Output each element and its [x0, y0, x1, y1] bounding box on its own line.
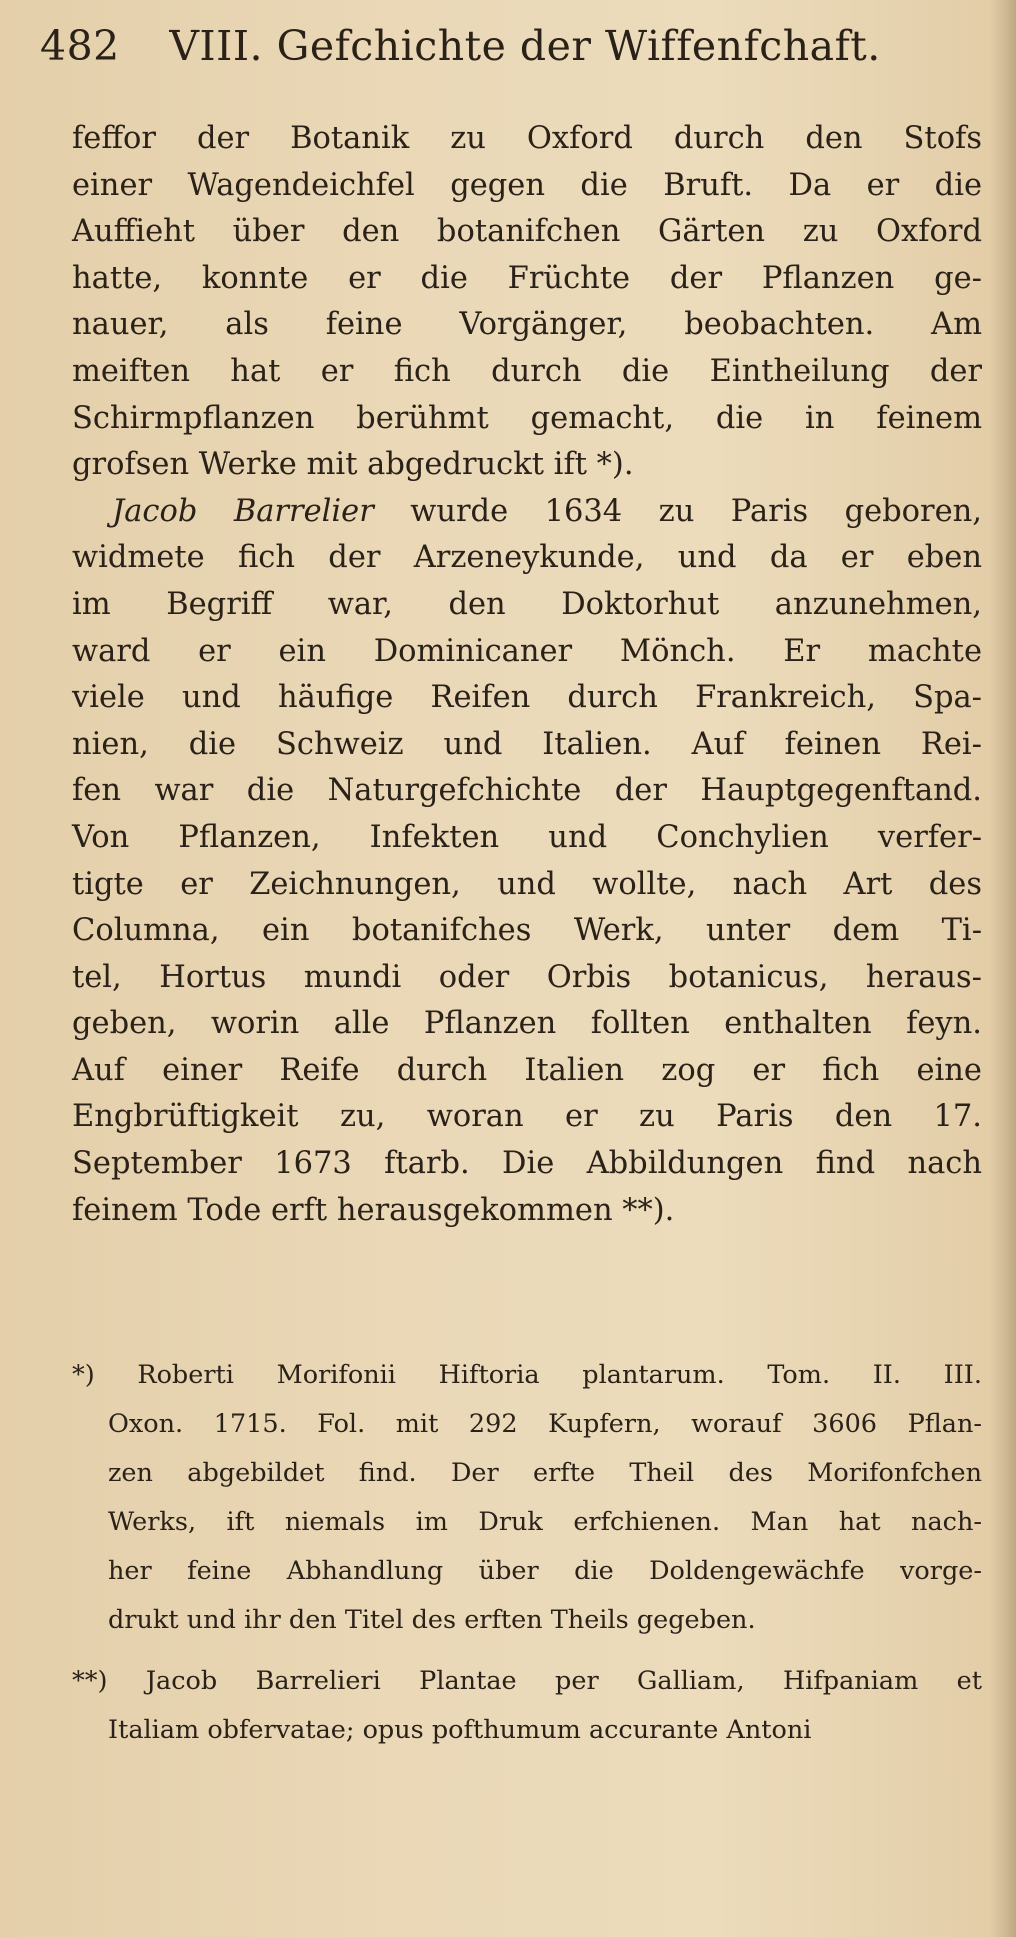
text-fragment: wurde 1634 zu Paris geboren, — [373, 493, 982, 529]
text-line: widmete fich der Arzeneykunde, und da er eben — [72, 540, 982, 576]
footnote-line: *) Roberti Morifonii Hiftoria plantarum. Tom. II. III. — [72, 1360, 982, 1390]
footnote-line: her feine Abhandlung über die Doldengewächfe vorge- — [108, 1556, 982, 1586]
footnote — [72, 1351, 982, 1645]
text-line: feinem Tode erft herausgekommen **). — [72, 1192, 675, 1228]
text-line: Engbrüftigkeit zu, woran er zu Paris den 17. — [72, 1099, 982, 1135]
page-number: 482 — [40, 22, 120, 70]
text-line: Auf einer Reife durch Italien zog er fich eine — [72, 1052, 982, 1088]
text-line: Columna, ein botanifches Werk, unter dem Ti- — [72, 913, 982, 949]
text-line: im Begriff war, den Doktorhut anzunehmen, — [72, 586, 982, 622]
page-edge-shadow — [990, 0, 1016, 1937]
text-line: Auffieht über den botanifchen Gärten zu Oxford — [72, 214, 982, 250]
text-line: nien, die Schweiz und Italien. Auf feinen Rei- — [72, 726, 982, 762]
text-line: meiften hat er fich durch die Eintheilung der — [72, 353, 982, 389]
text-line: geben, worin alle Pflanzen follten enthalten feyn. — [72, 1006, 982, 1042]
running-header — [40, 22, 881, 82]
footnotes — [72, 1351, 982, 1755]
text-line: tigte er Zeichnungen, und wollte, nach Art des — [72, 866, 982, 902]
footnote-line: **) Jacob Barrelieri Plantae per Galliam, Hifpaniam et — [72, 1666, 982, 1696]
text-line: einer Wagendeichfel gegen die Bruft. Da er die — [72, 167, 982, 203]
footnote-line: drukt und ihr den Titel des erften Theils gegeben. — [108, 1605, 756, 1635]
text-line: fen war die Naturgefchichte der Hauptgegenftand. — [72, 773, 982, 809]
text-line: Schirmpflanzen berühmt gemacht, die in feinem — [72, 400, 982, 436]
paragraph-first-line — [72, 489, 982, 536]
footnote-line: Oxon. 1715. Fol. mit 292 Kupfern, worauf 3606 Pflan- — [108, 1409, 982, 1439]
footnote-line: Werks, ift niemals im Druk erfchienen. Man hat nach- — [108, 1507, 982, 1537]
text-line: nauer, als feine Vorgänger, beobachten. Am — [72, 307, 982, 343]
main-text — [72, 116, 982, 1234]
footnote — [72, 1657, 982, 1755]
text-line: feffor der Botanik zu Oxford durch den Stofs — [72, 121, 982, 156]
footnote-line: Italiam obfervatae; opus pofthumum accurante Antoni — [108, 1715, 812, 1745]
text-line: viele und häufige Reifen durch Frankreich, Spa- — [72, 680, 982, 716]
text-line: tel, Hortus mundi oder Orbis botanicus, heraus- — [72, 959, 982, 995]
footnote-spacer — [72, 1645, 982, 1657]
footnote-line: zen abgebildet find. Der erfte Theil des Morifonfchen — [108, 1458, 982, 1488]
person-name: Jacob Barrelier — [112, 493, 374, 529]
text-line: grofsen Werke mit abgedruckt ift *). — [72, 447, 634, 483]
text-line: hatte, konnte er die Früchte der Pflanzen ge- — [72, 260, 982, 296]
running-title: VIII. Gefchichte der Wiffenfchaft. — [169, 22, 881, 70]
text-line: September 1673 ftarb. Die Abbildungen find nach — [72, 1146, 982, 1182]
text-line: ward er ein Dominicaner Mönch. Er machte — [72, 633, 982, 669]
text-line: Von Pflanzen, Infekten und Conchylien verfer- — [72, 819, 982, 855]
